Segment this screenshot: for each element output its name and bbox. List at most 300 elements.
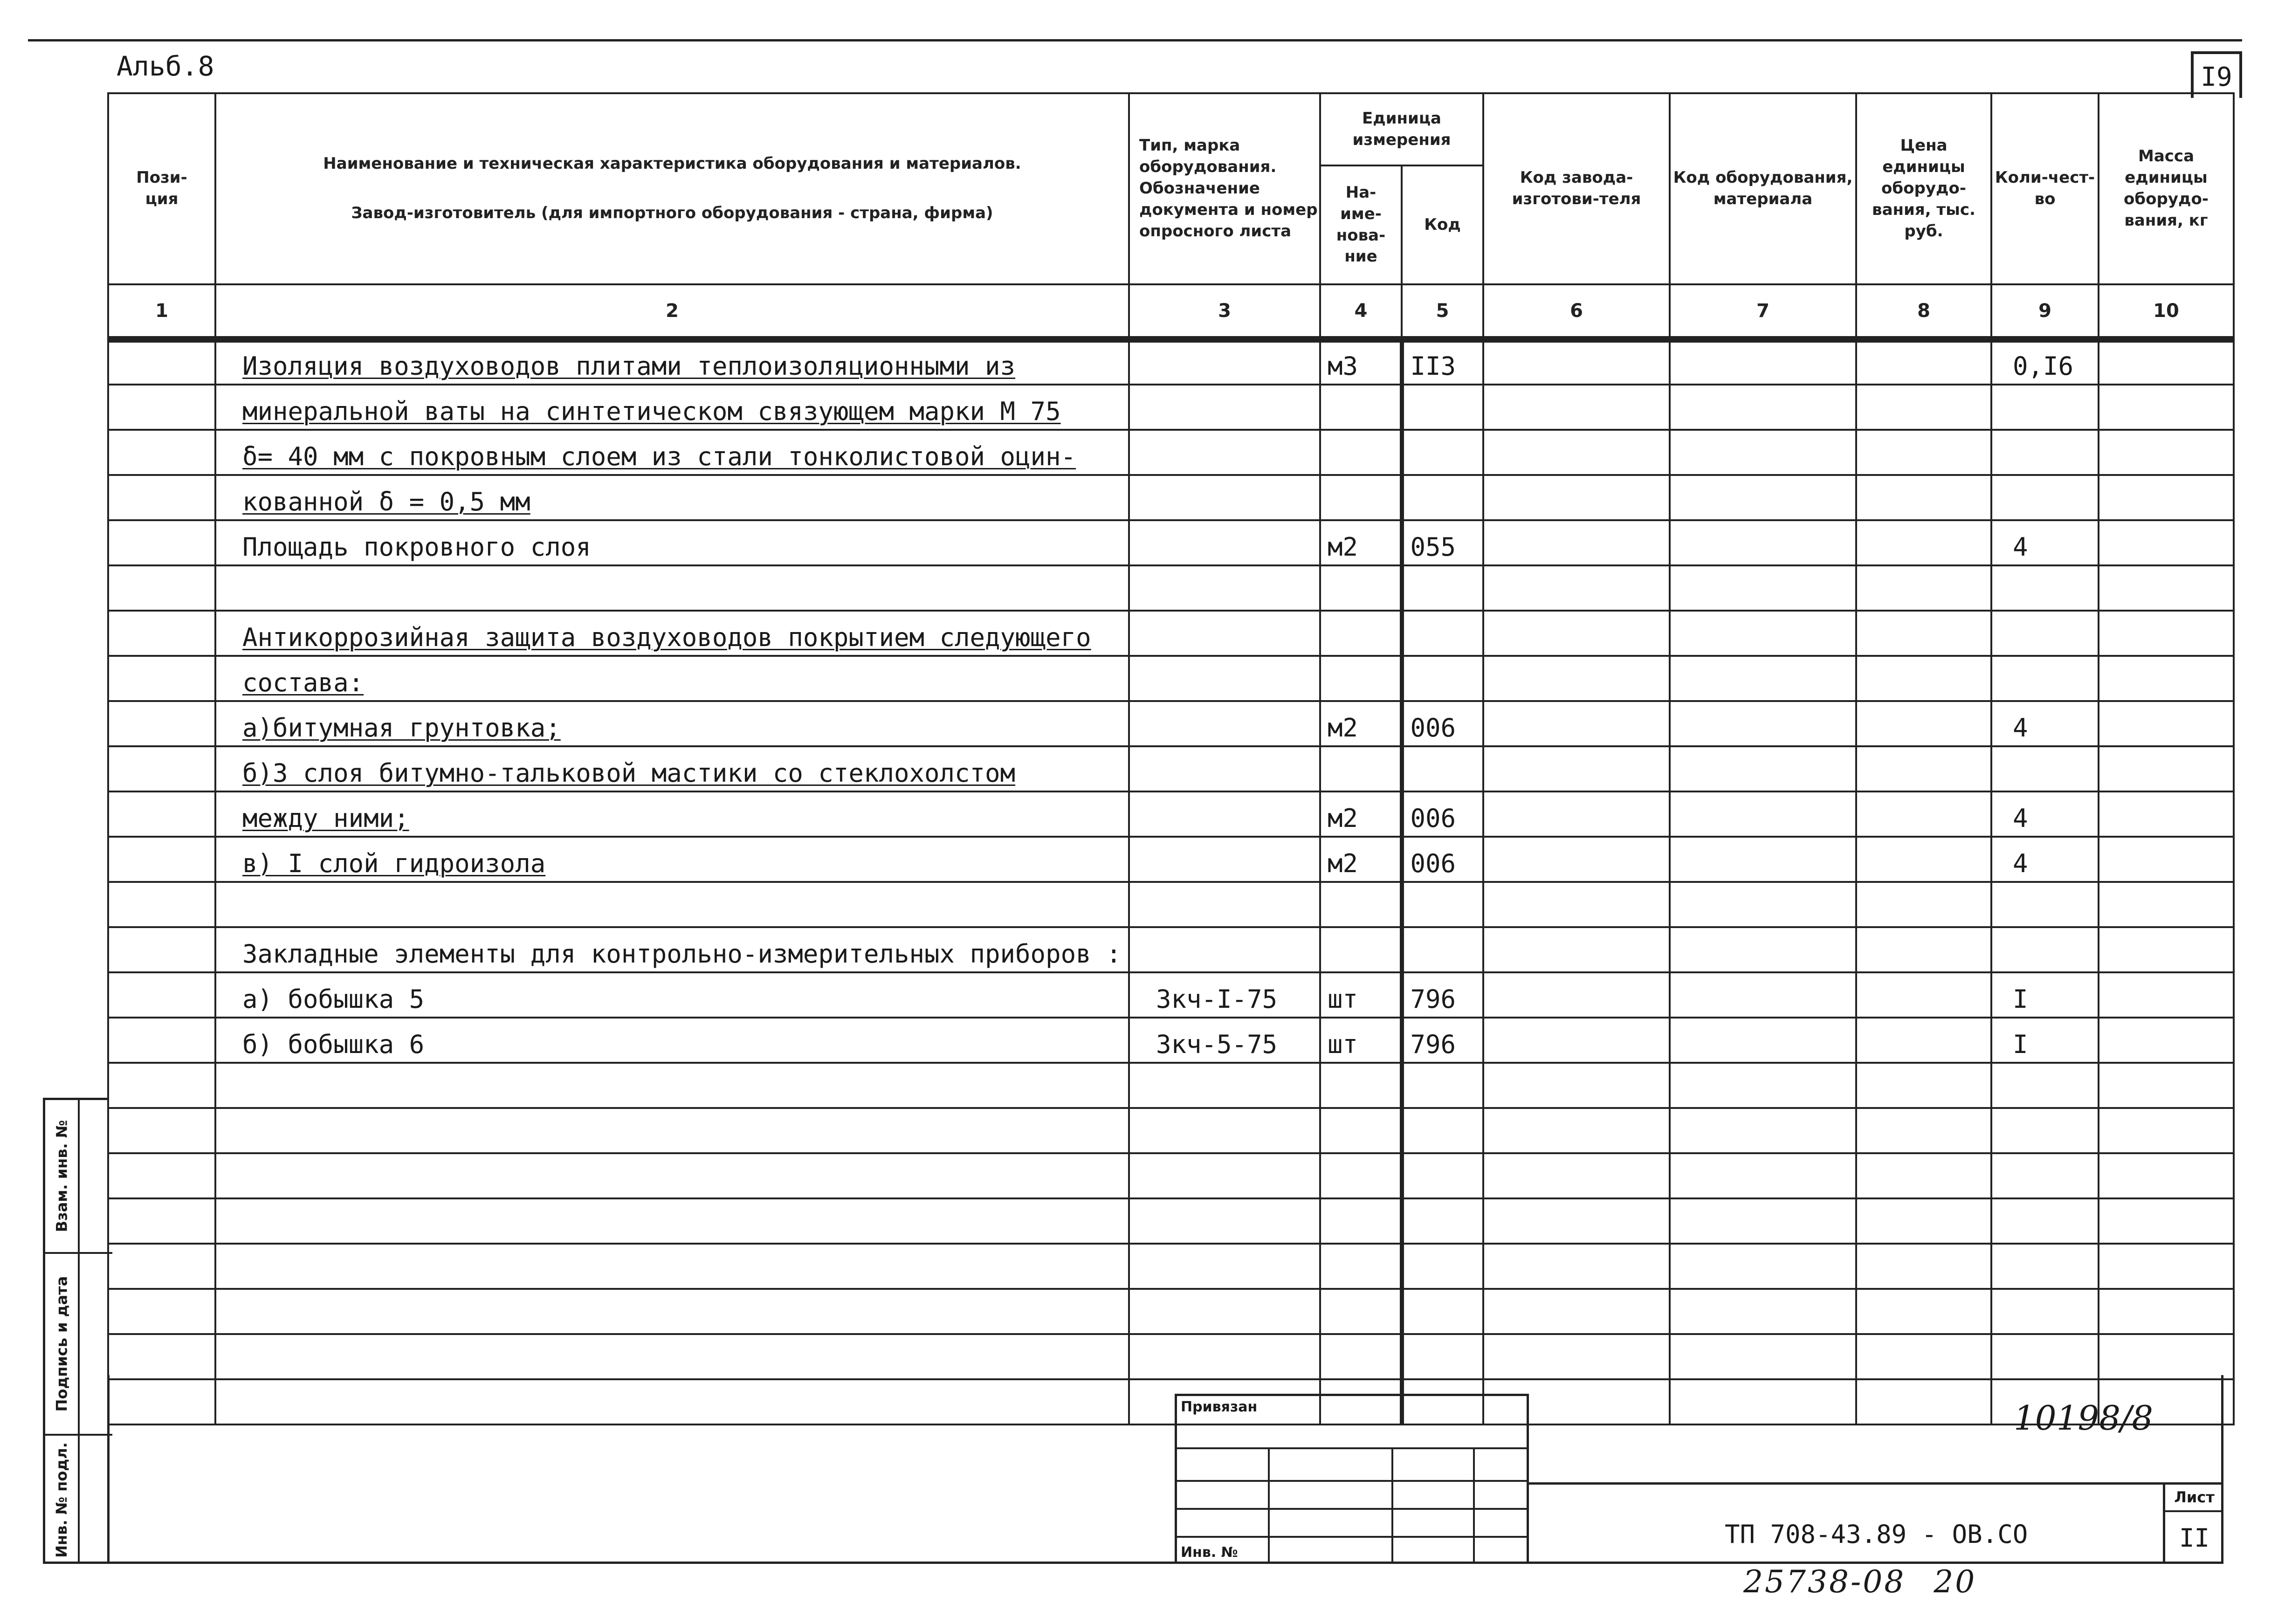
handwritten-number: 10198/8 — [2014, 1398, 2154, 1438]
cell-name: между ними; — [215, 791, 1129, 837]
cell-type — [1129, 1153, 1320, 1198]
cell-price — [1856, 1334, 1991, 1379]
cell-price — [1856, 927, 1991, 972]
cell-unit-name — [1320, 927, 1402, 972]
cell-price — [1856, 1244, 1991, 1289]
cell-type — [1129, 339, 1320, 385]
document-code: ТП 708-43.89 - ОВ.СО — [1725, 1520, 2028, 1549]
table-row — [108, 1108, 2234, 1153]
cell-type — [1129, 882, 1320, 927]
cell-unit-name — [1320, 1108, 1402, 1153]
cell-mass — [2099, 837, 2234, 882]
cell-equipment-code — [1670, 430, 1856, 475]
cell-equipment-code — [1670, 1244, 1856, 1289]
table-row — [108, 1063, 2234, 1108]
cell-price — [1856, 475, 1991, 520]
col-number: 7 — [1670, 284, 1856, 339]
cell-unit-name — [1320, 475, 1402, 520]
cell-equipment-code — [1670, 339, 1856, 385]
cell-type — [1129, 1063, 1320, 1108]
top-rule — [28, 39, 2242, 41]
cell-mass — [2099, 1198, 2234, 1244]
cell-mass — [2099, 430, 2234, 475]
cell-quantity — [1991, 656, 2099, 701]
table-row — [108, 1289, 2234, 1334]
cell-unit-code — [1402, 475, 1483, 520]
cell-plant-code — [1483, 565, 1670, 611]
cell-quantity: 4 — [1991, 791, 2099, 837]
col-header-mass: Масса единицы оборудо-вания, кг — [2099, 93, 2234, 284]
cell-unit-code — [1402, 1198, 1483, 1244]
strip-label-podpis-data: Подпись и дата — [53, 1276, 70, 1412]
cell-quantity — [1991, 1244, 2099, 1289]
cell-price — [1856, 611, 1991, 656]
cell-unit-name — [1320, 430, 1402, 475]
cell-mass — [2099, 1063, 2234, 1108]
cell-equipment-code — [1670, 927, 1856, 972]
cell-mass — [2099, 385, 2234, 430]
cell-type — [1129, 837, 1320, 882]
cell-plant-code — [1483, 475, 1670, 520]
cell-position — [108, 746, 215, 791]
cell-unit-name: м2 — [1320, 791, 1402, 837]
cell-price — [1856, 656, 1991, 701]
strip-blank-cell — [80, 1100, 112, 1254]
album-label: Альб.8 — [117, 50, 214, 82]
cell-unit-code: 055 — [1402, 520, 1483, 565]
cell-unit-name — [1320, 1153, 1402, 1198]
col-number: 6 — [1483, 284, 1670, 339]
cell-plant-code — [1483, 701, 1670, 746]
cell-name — [215, 565, 1129, 611]
sheet-box — [2163, 1482, 2223, 1564]
bottom-page: 20 — [1934, 1564, 1977, 1600]
cell-unit-code — [1402, 611, 1483, 656]
cell-equipment-code — [1670, 1063, 1856, 1108]
cell-price — [1856, 1198, 1991, 1244]
cell-unit-code: 006 — [1402, 701, 1483, 746]
cell-type — [1129, 385, 1320, 430]
cell-unit-code — [1402, 1334, 1483, 1379]
cell-unit-name: шт — [1320, 972, 1402, 1018]
cell-quantity — [1991, 565, 2099, 611]
cell-price — [1856, 1063, 1991, 1108]
col-header-unit-name: На- име- нова- ние — [1320, 165, 1402, 284]
cell-unit-code — [1402, 385, 1483, 430]
page-number: I9 — [2191, 51, 2242, 98]
strip-cell-podpis — [45, 1254, 78, 1436]
cell-name: Антикоррозийная защита воздуховодов покрытием следующего — [215, 611, 1129, 656]
cell-unit-name: м2 — [1320, 837, 1402, 882]
cell-price — [1856, 1153, 1991, 1198]
strip-label-inv-podl: Инв. № подл. — [53, 1442, 71, 1558]
col-header-unit-group: Единица измерения — [1320, 93, 1483, 165]
cell-quantity: 4 — [1991, 701, 2099, 746]
cell-name: состава: — [215, 656, 1129, 701]
cell-price — [1856, 385, 1991, 430]
cell-price — [1856, 339, 1991, 385]
cell-type — [1129, 430, 1320, 475]
col-number: 5 — [1402, 284, 1483, 339]
table-row — [108, 746, 2234, 791]
table-row — [108, 1018, 2234, 1063]
cell-name: Закладные элементы для контрольно-измерительных приборов : — [215, 927, 1129, 972]
cell-unit-name: м2 — [1320, 701, 1402, 746]
col-header-type: Тип, марка оборудования. Обозначение документа и номер опросного листа — [1129, 93, 1320, 284]
cell-position — [108, 882, 215, 927]
cell-price — [1856, 882, 1991, 927]
cell-equipment-code — [1670, 837, 1856, 882]
cell-unit-name — [1320, 1289, 1402, 1334]
cell-mass — [2099, 520, 2234, 565]
cell-unit-name: м2 — [1320, 520, 1402, 565]
table-row — [108, 791, 2234, 837]
cell-position — [108, 1153, 215, 1198]
cell-mass — [2099, 1153, 2234, 1198]
cell-mass — [2099, 656, 2234, 701]
cell-quantity — [1991, 430, 2099, 475]
cell-mass — [2099, 746, 2234, 791]
table-row — [108, 882, 2234, 927]
cell-mass — [2099, 972, 2234, 1018]
cell-mass — [2099, 1244, 2234, 1289]
cell-plant-code — [1483, 882, 1670, 927]
table-row — [108, 1244, 2234, 1289]
cell-position — [108, 1063, 215, 1108]
cell-price — [1856, 972, 1991, 1018]
table-row — [108, 972, 2234, 1018]
cell-quantity — [1991, 927, 2099, 972]
col-header-price: Цена единицы оборудо-вания, тыс. руб. — [1856, 93, 1991, 284]
cell-type — [1129, 701, 1320, 746]
col-header-name-line2: Завод-изготовитель (для импортного оборудования - страна, фирма) — [351, 204, 993, 222]
cell-quantity — [1991, 611, 2099, 656]
table-row — [108, 701, 2234, 746]
cell-quantity — [1991, 475, 2099, 520]
table-row — [108, 1153, 2234, 1198]
strip-cell-vzam — [45, 1100, 78, 1254]
cell-quantity — [1991, 882, 2099, 927]
cell-mass — [2099, 1108, 2234, 1153]
cell-type: 3кч-I-75 — [1129, 972, 1320, 1018]
cell-price — [1856, 791, 1991, 837]
cell-unit-code — [1402, 882, 1483, 927]
cell-type — [1129, 520, 1320, 565]
col-number: 10 — [2099, 284, 2234, 339]
cell-equipment-code — [1670, 1153, 1856, 1198]
cell-mass — [2099, 475, 2234, 520]
cell-equipment-code — [1670, 475, 1856, 520]
cell-position — [108, 1018, 215, 1063]
cell-name: б)3 слоя битумно-тальковой мастики со стеклохолстом — [215, 746, 1129, 791]
cell-equipment-code — [1670, 1198, 1856, 1244]
cell-price — [1856, 1018, 1991, 1063]
cell-type — [1129, 1244, 1320, 1289]
cell-plant-code — [1483, 1018, 1670, 1063]
cell-equipment-code — [1670, 882, 1856, 927]
cell-mass — [2099, 882, 2234, 927]
cell-quantity: 4 — [1991, 520, 2099, 565]
cell-name — [215, 1108, 1129, 1153]
table-row — [108, 520, 2234, 565]
cell-mass — [2099, 927, 2234, 972]
cell-quantity — [1991, 1334, 2099, 1379]
cell-quantity — [1991, 1289, 2099, 1334]
cell-type — [1129, 656, 1320, 701]
cell-name: в) I слой гидроизола — [215, 837, 1129, 882]
cell-unit-code — [1402, 1063, 1483, 1108]
cell-unit-name — [1320, 1334, 1402, 1379]
cell-quantity — [1991, 1108, 2099, 1153]
cell-position — [108, 791, 215, 837]
stamp-vline — [1473, 1447, 1475, 1564]
cell-type — [1129, 746, 1320, 791]
cell-equipment-code — [1670, 1334, 1856, 1379]
col-header-unit-code: Код — [1402, 165, 1483, 284]
cell-equipment-code — [1670, 972, 1856, 1018]
col-number: 8 — [1856, 284, 1991, 339]
col-header-position: Пози- ция — [108, 93, 215, 284]
cell-name — [215, 1289, 1129, 1334]
cell-quantity: 4 — [1991, 837, 2099, 882]
specification-body — [108, 339, 2234, 1424]
cell-position — [108, 656, 215, 701]
cell-position — [108, 339, 215, 385]
cell-price — [1856, 746, 1991, 791]
cell-equipment-code — [1670, 565, 1856, 611]
cell-unit-code: 796 — [1402, 1018, 1483, 1063]
cell-equipment-code — [1670, 746, 1856, 791]
table-row — [108, 1334, 2234, 1379]
cell-unit-code: 006 — [1402, 791, 1483, 837]
cell-plant-code — [1483, 339, 1670, 385]
cell-position — [108, 1334, 215, 1379]
strip-column-blank — [78, 1100, 110, 1562]
cell-position — [108, 1108, 215, 1153]
cell-type — [1129, 565, 1320, 611]
cell-price — [1856, 430, 1991, 475]
cell-plant-code — [1483, 1198, 1670, 1244]
cell-unit-code — [1402, 1244, 1483, 1289]
stamp-label-privyazan: Привязан — [1181, 1399, 1258, 1415]
cell-plant-code — [1483, 656, 1670, 701]
cell-name: кованной δ = 0,5 мм — [215, 475, 1129, 520]
cell-name: Изоляция воздуховодов плитами теплоизоляционными из — [215, 339, 1129, 385]
cell-mass — [2099, 339, 2234, 385]
cell-unit-code — [1402, 565, 1483, 611]
table-row — [108, 656, 2234, 701]
cell-price — [1856, 1108, 1991, 1153]
cell-type — [1129, 1334, 1320, 1379]
col-number: 1 — [108, 284, 215, 339]
sheet-label: Лист — [2165, 1484, 2223, 1512]
cell-equipment-code — [1670, 1018, 1856, 1063]
cell-plant-code — [1483, 520, 1670, 565]
cell-plant-code — [1483, 1244, 1670, 1289]
cell-position — [108, 520, 215, 565]
cell-position — [108, 1198, 215, 1244]
cell-plant-code — [1483, 611, 1670, 656]
cell-equipment-code — [1670, 656, 1856, 701]
cell-name — [215, 1153, 1129, 1198]
cell-plant-code — [1483, 746, 1670, 791]
document-code-rule — [1529, 1482, 2223, 1485]
strip-label-vzam-inv: Взам. инв. № — [53, 1120, 71, 1232]
cell-type — [1129, 1198, 1320, 1244]
cell-unit-name — [1320, 1063, 1402, 1108]
cell-position — [108, 972, 215, 1018]
cell-equipment-code — [1670, 791, 1856, 837]
cell-quantity — [1991, 1198, 2099, 1244]
cell-unit-name — [1320, 385, 1402, 430]
cell-unit-name — [1320, 882, 1402, 927]
bottom-archive-number — [1743, 1564, 1976, 1600]
cell-quantity: I — [1991, 1018, 2099, 1063]
cell-unit-code — [1402, 430, 1483, 475]
cell-position — [108, 565, 215, 611]
cell-name — [215, 882, 1129, 927]
stamp-vline — [1268, 1447, 1270, 1564]
cell-name — [215, 1334, 1129, 1379]
cell-type — [1129, 1289, 1320, 1334]
cell-unit-code — [1402, 656, 1483, 701]
table-row — [108, 611, 2234, 656]
cell-plant-code — [1483, 1289, 1670, 1334]
cell-equipment-code — [1670, 701, 1856, 746]
binding-strip — [43, 1098, 108, 1564]
cell-mass — [2099, 1334, 2234, 1379]
cell-name: минеральной ваты на синтетическом связующем марки М 75 — [215, 385, 1129, 430]
cell-price — [1856, 837, 1991, 882]
bottom-code: 25738-08 — [1743, 1564, 1906, 1600]
table-row — [108, 430, 2234, 475]
col-header-equipment-code: Код оборудования, материала — [1670, 93, 1856, 284]
cell-equipment-code — [1670, 1289, 1856, 1334]
cell-unit-code — [1402, 1108, 1483, 1153]
cell-plant-code — [1483, 1108, 1670, 1153]
cell-unit-name — [1320, 565, 1402, 611]
table-row — [108, 475, 2234, 520]
cell-mass — [2099, 565, 2234, 611]
cell-position — [108, 611, 215, 656]
stamp-vline — [1391, 1447, 1393, 1564]
cell-plant-code — [1483, 972, 1670, 1018]
cell-unit-name — [1320, 1198, 1402, 1244]
cell-plant-code — [1483, 1153, 1670, 1198]
cell-unit-code: 006 — [1402, 837, 1483, 882]
table-row — [108, 837, 2234, 882]
cell-plant-code — [1483, 837, 1670, 882]
cell-unit-name — [1320, 746, 1402, 791]
cell-name — [215, 1063, 1129, 1108]
cell-plant-code — [1483, 927, 1670, 972]
cell-equipment-code — [1670, 1108, 1856, 1153]
cell-equipment-code — [1670, 385, 1856, 430]
cell-position — [108, 1289, 215, 1334]
cell-quantity — [1991, 385, 2099, 430]
specification-table — [107, 92, 2235, 1425]
table-row — [108, 385, 2234, 430]
cell-quantity: 0,I6 — [1991, 339, 2099, 385]
cell-price — [1856, 520, 1991, 565]
table-row — [108, 1198, 2234, 1244]
cell-unit-name — [1320, 656, 1402, 701]
cell-unit-name: шт — [1320, 1018, 1402, 1063]
cell-mass — [2099, 791, 2234, 837]
cell-type: 3кч-5-75 — [1129, 1018, 1320, 1063]
cell-name — [215, 1244, 1129, 1289]
cell-price — [1856, 565, 1991, 611]
cell-unit-name — [1320, 611, 1402, 656]
cell-type — [1129, 475, 1320, 520]
cell-mass — [2099, 701, 2234, 746]
cell-unit-code: II3 — [1402, 339, 1483, 385]
cell-unit-code — [1402, 1153, 1483, 1198]
cell-equipment-code — [1670, 520, 1856, 565]
cell-name — [215, 1198, 1129, 1244]
table-row — [108, 565, 2234, 611]
cell-mass — [2099, 1289, 2234, 1334]
cell-name: б) бобышка 6 — [215, 1018, 1129, 1063]
col-header-plant-code: Код завода-изготови-теля — [1483, 93, 1670, 284]
cell-quantity: I — [1991, 972, 2099, 1018]
cell-price — [1856, 701, 1991, 746]
cell-unit-name: м3 — [1320, 339, 1402, 385]
cell-quantity — [1991, 746, 2099, 791]
cell-mass — [2099, 611, 2234, 656]
title-block-stamp — [1175, 1394, 1529, 1564]
cell-name: Площадь покровного слоя — [215, 520, 1129, 565]
cell-unit-code — [1402, 927, 1483, 972]
cell-position — [108, 701, 215, 746]
sheet-number: II — [2179, 1523, 2210, 1553]
cell-unit-code — [1402, 1289, 1483, 1334]
cell-position — [108, 927, 215, 972]
cell-plant-code — [1483, 385, 1670, 430]
cell-type — [1129, 1108, 1320, 1153]
col-header-name-line1: Наименование и техническая характеристика оборудования и материалов. — [323, 154, 1021, 173]
col-header-name — [215, 93, 1129, 284]
table-row — [108, 927, 2234, 972]
col-number: 2 — [215, 284, 1129, 339]
col-number: 3 — [1129, 284, 1320, 339]
cell-unit-code — [1402, 746, 1483, 791]
cell-type — [1129, 611, 1320, 656]
cell-position — [108, 385, 215, 430]
cell-quantity — [1991, 1063, 2099, 1108]
cell-plant-code — [1483, 791, 1670, 837]
cell-position — [108, 837, 215, 882]
cell-plant-code — [1483, 1334, 1670, 1379]
cell-position — [108, 430, 215, 475]
cell-position — [108, 1244, 215, 1289]
cell-type — [1129, 791, 1320, 837]
col-number: 9 — [1991, 284, 2099, 339]
cell-plant-code — [1483, 430, 1670, 475]
stamp-label-inv-no: Инв. № — [1181, 1544, 1238, 1561]
cell-name: а)битумная грунтовка; — [215, 701, 1129, 746]
col-number: 4 — [1320, 284, 1402, 339]
cell-unit-code: 796 — [1402, 972, 1483, 1018]
col-header-quantity: Коли-чест-во — [1991, 93, 2099, 284]
cell-price — [1856, 1289, 1991, 1334]
table-row — [108, 339, 2234, 385]
cell-plant-code — [1483, 1063, 1670, 1108]
cell-mass — [2099, 1018, 2234, 1063]
cell-equipment-code — [1670, 611, 1856, 656]
strip-cell-inv-podl — [45, 1436, 78, 1564]
column-number-row — [108, 284, 2234, 339]
